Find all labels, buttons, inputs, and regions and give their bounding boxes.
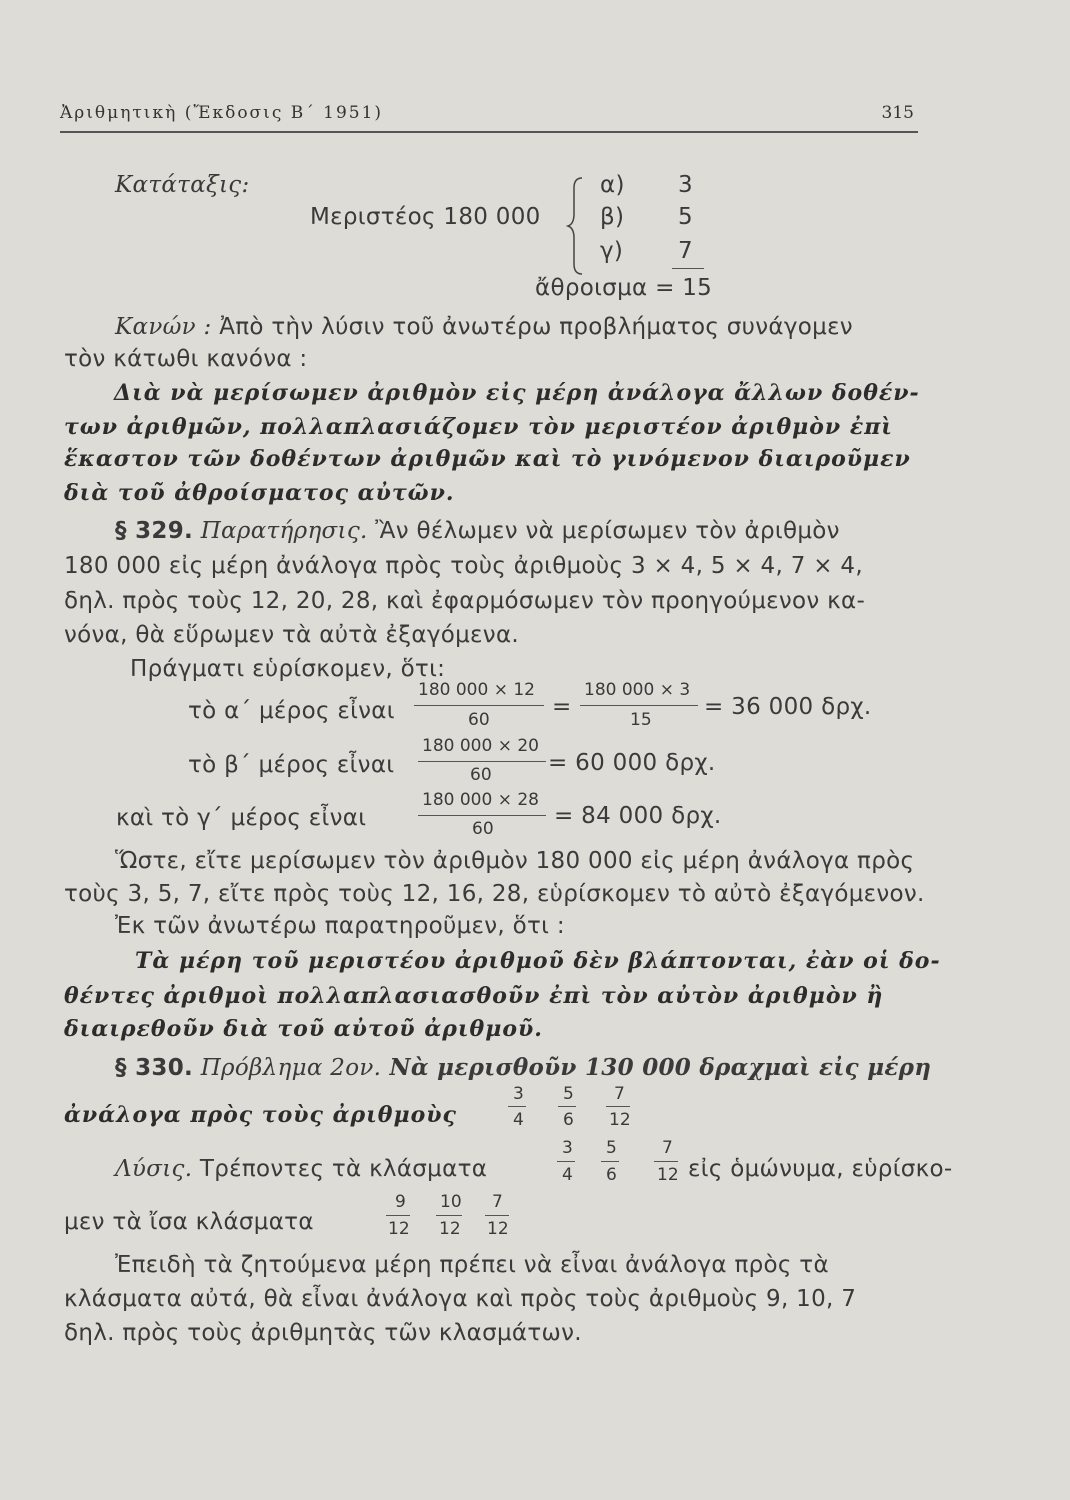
lysis-frac2-den: 6 — [606, 1165, 617, 1185]
s330-line2: ἀνάλογα πρὸς τοὺς ἀριθμοὺς — [64, 1102, 457, 1128]
sum-rule — [672, 268, 704, 269]
kanon-text: Ἀπὸ τὴν λύσιν τοῦ ἀνωτέρω προβλήματος συνάγομεν — [211, 314, 853, 340]
lysis2-frac1-den: 12 — [388, 1219, 410, 1239]
rule2-line2: θέντες ἀριθμοὶ πολλαπλασιασθοῦν ἐπὶ τὸν αὐτὸν ἀριθμὸν ἢ — [64, 983, 884, 1009]
calc2-result: = 60 000 δρχ. — [548, 750, 716, 776]
final-line2: κλάσματα αὐτά, θὰ εἶναι ἀνάλογα καὶ πρὸς τοὺς ἀριθμοὺς 9, 10, 7 — [64, 1286, 857, 1312]
calc3-frac-bar — [418, 815, 546, 816]
calc1-frac2-bar — [580, 705, 698, 706]
s329-number: § 329. — [115, 518, 194, 544]
lysis-text3: μεν τὰ ἴσα κλάσματα — [64, 1209, 314, 1235]
calc2-label: τὸ β΄ μέρος εἶναι — [188, 752, 395, 778]
calc1-num1: 180 000 × 12 — [418, 680, 535, 700]
conclusion-line2: τοὺς 3, 5, 7, εἴτε πρὸς τοὺς 12, 16, 28, εὑρίσκομεν τὸ αὐτὸ ἐξαγόμενον. — [64, 881, 925, 907]
page-number: 315 — [881, 103, 914, 123]
lysis2-frac1-bar — [386, 1215, 410, 1216]
s330-frac1-den: 4 — [513, 1110, 524, 1130]
calc1-label: τὸ α΄ μέρος εἶναι — [188, 698, 395, 724]
running-header — [60, 103, 918, 133]
s330-frac3-den: 12 — [609, 1110, 631, 1130]
s330-frac2-den: 6 — [563, 1110, 574, 1130]
lysis-frac3-den: 12 — [657, 1165, 679, 1185]
s329-line1 — [115, 518, 840, 544]
row-alpha-key: α) — [600, 172, 625, 198]
calc2-num: 180 000 × 20 — [422, 736, 539, 756]
s330-line1 — [115, 1054, 931, 1081]
row-gamma-key: γ) — [600, 238, 624, 264]
lysis2-frac3-bar — [485, 1215, 509, 1216]
rule-line4: διὰ τοῦ ἀθροίσματος αὐτῶν. — [64, 480, 455, 506]
lysis-text: Τρέποντες τὰ κλάσματα — [192, 1156, 488, 1182]
kanon-label: Κανών : — [115, 314, 212, 340]
s330-frac1-num: 3 — [513, 1084, 524, 1104]
meristeos-text: Μεριστέος 180 000 — [310, 204, 541, 230]
lysis-frac2-num: 5 — [606, 1138, 617, 1158]
s329-line3: δηλ. πρὸς τοὺς 12, 20, 28, καὶ ἐφαρμόσωμεν τὸν προηγούμενον κα- — [64, 588, 866, 614]
s329-line5: Πράγματι εὑρίσκομεν, ὅτι: — [130, 656, 446, 682]
calc3-num: 180 000 × 28 — [422, 790, 539, 810]
rule-line1: Διὰ νὰ μερίσωμεν ἀριθμὸν εἰς μέρη ἀνάλογα ἄλλων δοθέν- — [114, 380, 920, 406]
conclusion-line3: Ἐκ τῶν ἀνωτέρω παρατηροῦμεν, ὅτι : — [115, 913, 565, 939]
header-title: Ἀριθμητικὴ (Ἔκδοσις Β΄ 1951) — [60, 103, 384, 123]
s330-number: § 330. — [115, 1055, 194, 1081]
s330-frac2-bar — [558, 1106, 576, 1107]
row-beta-val: 5 — [678, 204, 693, 230]
calc3-label: καὶ τὸ γ΄ μέρος εἶναι — [116, 805, 367, 831]
lysis2-frac3-num: 7 — [492, 1192, 503, 1212]
s330-frac1-bar — [508, 1106, 526, 1107]
rule2-line3: διαιρεθοῦν διὰ τοῦ αὐτοῦ ἀριθμοῦ. — [64, 1016, 543, 1042]
lysis-text2: εἰς ὁμώνυμα, εὑρίσκο- — [688, 1156, 953, 1182]
lysis2-frac2-den: 12 — [439, 1219, 461, 1239]
calc3-result: = 84 000 δρχ. — [554, 803, 722, 829]
calc1-num2: 180 000 × 3 — [584, 680, 691, 700]
lysis-frac1-num: 3 — [562, 1138, 573, 1158]
final-line3: δηλ. πρὸς τοὺς ἀριθμητὰς τῶν κλασμάτων. — [64, 1320, 582, 1346]
final-line1: Ἐπειδὴ τὰ ζητούμενα μέρη πρέπει νὰ εἶναι ἀνάλογα πρὸς τὰ — [115, 1252, 829, 1278]
row-gamma-val: 7 — [678, 238, 693, 264]
calc1-eq: = — [552, 694, 572, 720]
lysis-frac3-num: 7 — [662, 1138, 673, 1158]
lysis2-frac2-num: 10 — [440, 1192, 462, 1212]
katataxis-label: Κατάταξις: — [115, 172, 250, 198]
lysis2-frac2-bar — [436, 1215, 462, 1216]
calc1-den2: 15 — [630, 710, 652, 730]
calc3-den: 60 — [472, 819, 494, 839]
calc1-result: = 36 000 δρχ. — [704, 694, 872, 720]
s330-frac3-num: 7 — [614, 1084, 625, 1104]
lysis-frac3-bar — [654, 1161, 678, 1162]
s329-line4: νόνα, θὰ εὕρωμεν τὰ αὐτὰ ἐξαγόμενα. — [64, 622, 520, 648]
conclusion-line1: Ὥστε, εἴτε μερίσωμεν τὸν ἀριθμὸν 180 000 εἰς μέρη ἀνάλογα πρὸς — [115, 848, 915, 874]
s329-line2: 180 000 εἰς μέρη ἀνάλογα πρὸς τοὺς ἀριθμοὺς 3 × 4, 5 × 4, 7 × 4, — [64, 553, 863, 579]
lysis2-frac3-den: 12 — [487, 1219, 509, 1239]
s330-frac2-num: 5 — [563, 1084, 574, 1104]
rule-line2: των ἀριθμῶν, πολλαπλασιάζομεν τὸν μεριστέον ἀριθμὸν ἐπὶ — [64, 414, 893, 440]
sum-text: ἄθροισμα = 15 — [535, 275, 713, 301]
lysis2-frac1-num: 9 — [395, 1192, 406, 1212]
kanon-line1 — [115, 314, 853, 340]
s330-frac3-bar — [606, 1106, 630, 1107]
rule-line3: ἕκαστον τῶν δοθέντων ἀριθμῶν καὶ τὸ γινόμενον διαιροῦμεν — [64, 446, 911, 472]
calc2-frac-bar — [418, 761, 546, 762]
rule2-line1: Τὰ μέρη τοῦ μεριστέου ἀριθμοῦ δὲν βλάπτονται, ἐὰν οἱ δο- — [135, 948, 941, 974]
calc1-frac1-bar — [414, 705, 544, 706]
calc1-den1: 60 — [468, 710, 490, 730]
lysis-line1 — [115, 1156, 487, 1182]
s329-title: Παρατήρησις. — [200, 518, 368, 544]
lysis-frac2-bar — [601, 1161, 619, 1162]
lysis-frac1-den: 4 — [562, 1165, 573, 1185]
kanon-line2: τὸν κάτωθι κανόνα : — [64, 346, 308, 372]
s330-title: Πρόβλημα 2ον. — [200, 1055, 382, 1081]
s330-text: Νὰ μερισθοῦν 130 000 δραχμαὶ εἰς μέρη — [381, 1054, 932, 1081]
brace-icon — [566, 176, 586, 276]
s329-text: Ἂν θέλωμεν νὰ μερίσωμεν τὸν ἀριθμὸν — [367, 518, 840, 544]
row-alpha-val: 3 — [678, 172, 693, 198]
row-beta-key: β) — [600, 204, 625, 230]
calc2-den: 60 — [470, 765, 492, 785]
lysis-frac1-bar — [557, 1161, 575, 1162]
lysis-label: Λύσις. — [115, 1156, 193, 1182]
